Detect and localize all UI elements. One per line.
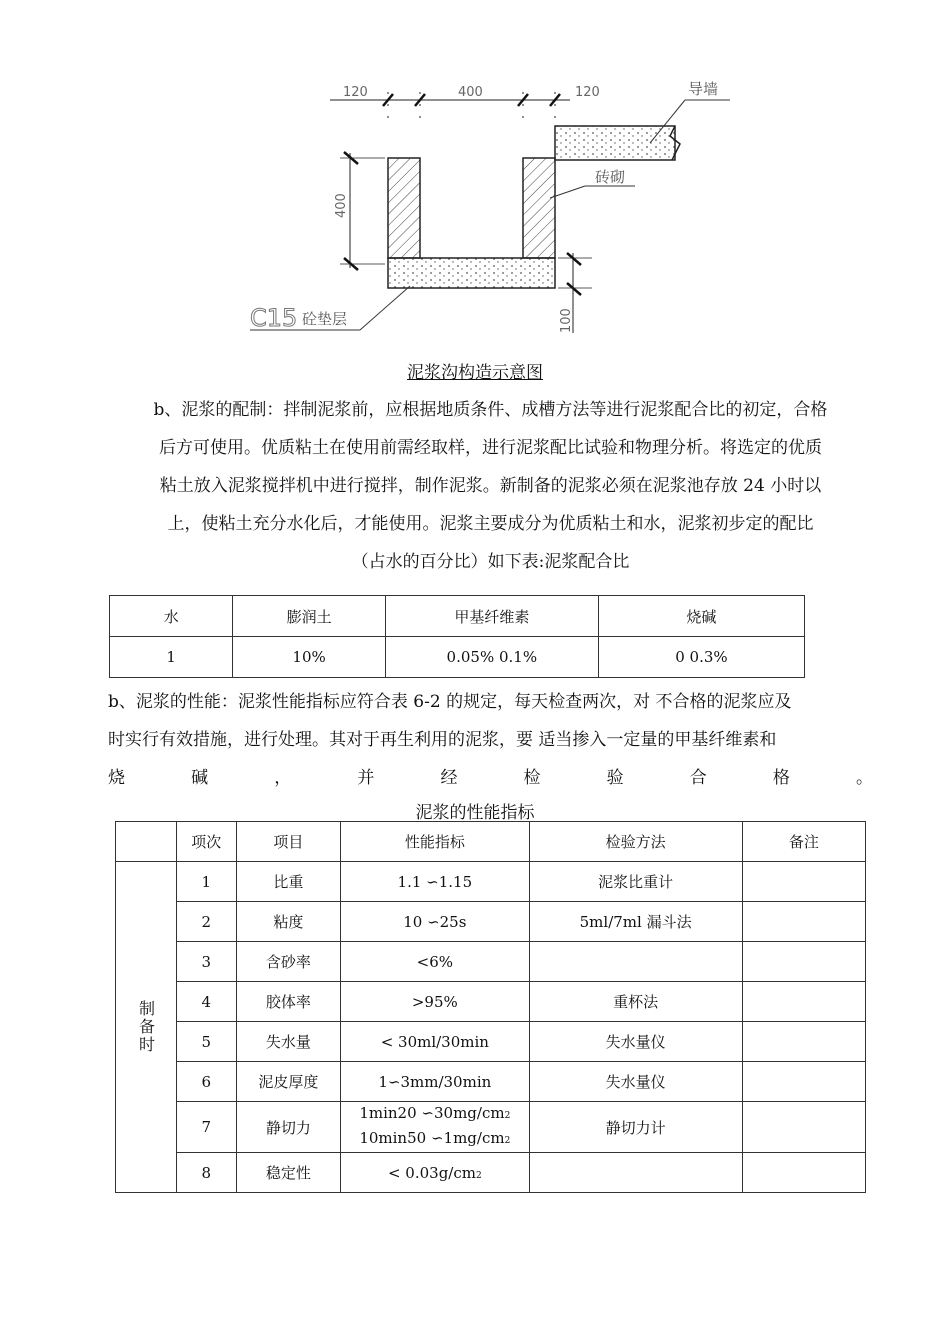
cell [742, 902, 865, 942]
cell: 静切力 [236, 1102, 340, 1153]
index-line: 10min50 ∽1mg/cm2 [359, 1129, 511, 1147]
header-cell: 烧碱 [598, 596, 804, 637]
cell: 2 [176, 902, 236, 942]
label-brick: 砖砌 [595, 168, 626, 186]
table-header-row [116, 822, 866, 862]
cell: 1 [176, 862, 236, 902]
dim-height: 400 [334, 193, 349, 218]
cell: 6 [176, 1062, 236, 1102]
cell: <6% [341, 942, 530, 982]
cell [742, 982, 865, 1022]
cell: 1.1 ∽1.15 [341, 862, 530, 902]
cell: 失水量仪 [529, 1022, 742, 1062]
dim-left-wall: 120 [343, 85, 368, 100]
mud-trench-diagram [240, 68, 740, 348]
cell: 7 [176, 1102, 236, 1153]
cell [742, 1022, 865, 1062]
char: 检 [523, 768, 541, 788]
cell: 重杯法 [529, 982, 742, 1022]
cell: 泥浆比重计 [529, 862, 742, 902]
paragraph-mud-preparation [108, 391, 873, 581]
cell [742, 1153, 865, 1193]
cell: 静切力计 [529, 1102, 742, 1153]
table-row [110, 637, 805, 678]
char: 碱 [191, 768, 209, 788]
group-cell [116, 862, 177, 1193]
header-cell: 水 [110, 596, 233, 637]
paragraph-line: 后方可使用。优质粘土在使用前需经取样，进行泥浆配比试验和物理分析。将选定的优质 [159, 438, 822, 458]
cell: 含砂率 [236, 942, 340, 982]
char: 合 [689, 768, 707, 788]
header-cell: 检验方法 [529, 822, 742, 862]
cell: 稳定性 [236, 1153, 340, 1193]
cell: 3 [176, 942, 236, 982]
cell: >95% [341, 982, 530, 1022]
paragraph-line: 粘土放入泥浆搅拌机中进行搅拌，制作泥浆。新制备的泥浆必须在泥浆池存放 24 小时以 [159, 476, 822, 496]
table-row [116, 942, 866, 982]
mix-ratio-table [109, 595, 805, 678]
dim-inner-width: 400 [458, 85, 483, 100]
char: 。 [855, 768, 873, 788]
cell [742, 942, 865, 982]
figure-caption: 泥浆沟构造示意图 [407, 363, 543, 383]
paragraph-line: （占水的百分比）如下表:泥浆配合比 [351, 552, 630, 572]
table-row [116, 1062, 866, 1102]
char: 格 [772, 768, 790, 788]
paragraph-line: b、泥浆的配制：拌制泥浆前，应根据地质条件、成槽方法等进行泥浆配合比的初定，合格 [153, 400, 828, 420]
cell: < 0.03g/cm2 [341, 1153, 530, 1193]
dim-right-wall: 120 [575, 85, 600, 100]
cell: 0 0.3% [598, 637, 804, 678]
right-brick-wall [523, 158, 555, 258]
cell: 失水量 [236, 1022, 340, 1062]
paragraph-line: b、泥浆的性能：泥浆性能指标应符合表 6-2 的规定，每天检查两次，对 不合格的泥浆应及 [108, 692, 792, 712]
header-cell: 项次 [176, 822, 236, 862]
performance-index-table [115, 821, 866, 1193]
cell: 比重 [236, 862, 340, 902]
c15-cushion-base [388, 258, 555, 288]
cell [529, 1153, 742, 1193]
group-label: 制备时 [136, 1000, 156, 1054]
header-cell: 备注 [742, 822, 865, 862]
table-row [116, 902, 866, 942]
table-row [116, 1102, 866, 1153]
header-cell: 膨润土 [233, 596, 385, 637]
table-row [116, 1022, 866, 1062]
paragraph-line-spread [108, 759, 873, 797]
label-guide-wall: 导墙 [688, 80, 719, 98]
cell: 8 [176, 1153, 236, 1193]
char: ， [274, 768, 292, 788]
cell: 5ml/7ml 漏斗法 [529, 902, 742, 942]
dim-base: 100 [559, 308, 574, 333]
cell: < 30ml/30min [341, 1022, 530, 1062]
paragraph-mud-performance [108, 683, 873, 797]
table-row [116, 1153, 866, 1193]
cell: 5 [176, 1022, 236, 1062]
left-brick-wall [388, 158, 420, 258]
label-cushion: 砼垫层 [302, 310, 348, 328]
cell [529, 942, 742, 982]
char: 验 [606, 768, 624, 788]
cell: 失水量仪 [529, 1062, 742, 1102]
cell [742, 1102, 865, 1153]
cell [742, 1062, 865, 1102]
char: 经 [440, 768, 458, 788]
index-line: 1min20 ∽30mg/cm2 [359, 1104, 511, 1122]
header-cell: 项目 [236, 822, 340, 862]
cell: 0.05% 0.1% [385, 637, 598, 678]
trench-drawing [240, 68, 740, 348]
guide-wall-slab [555, 126, 675, 160]
paragraph-line: 时实行有效措施，进行处理。其对于再生利用的泥浆，要 适当掺入一定量的甲基纤维素和 [108, 730, 777, 750]
cell: 10% [233, 637, 385, 678]
header-cell: 性能指标 [341, 822, 530, 862]
char: 烧 [108, 768, 125, 788]
cell: 1 [110, 637, 233, 678]
header-cell: 甲基纤维素 [385, 596, 598, 637]
label-c15: C15 [250, 304, 298, 332]
char: 并 [357, 768, 375, 788]
cell: 泥皮厚度 [236, 1062, 340, 1102]
performance-table-title: 泥浆的性能指标 [415, 803, 535, 823]
paragraph-line: 上，使粘土充分水化后，才能使用。泥浆主要成分为优质粘土和水，泥浆初步定的配比 [167, 514, 814, 534]
table-row [116, 982, 866, 1022]
cell: 1∽3mm/30min [341, 1062, 530, 1102]
cell: 4 [176, 982, 236, 1022]
cell: 10 ∽25s [341, 902, 530, 942]
cell [341, 1102, 530, 1153]
table-header-row [110, 596, 805, 637]
header-cell [116, 822, 177, 862]
table-row [116, 862, 866, 902]
cell: 胶体率 [236, 982, 340, 1022]
cell [742, 862, 865, 902]
cell: 粘度 [236, 902, 340, 942]
